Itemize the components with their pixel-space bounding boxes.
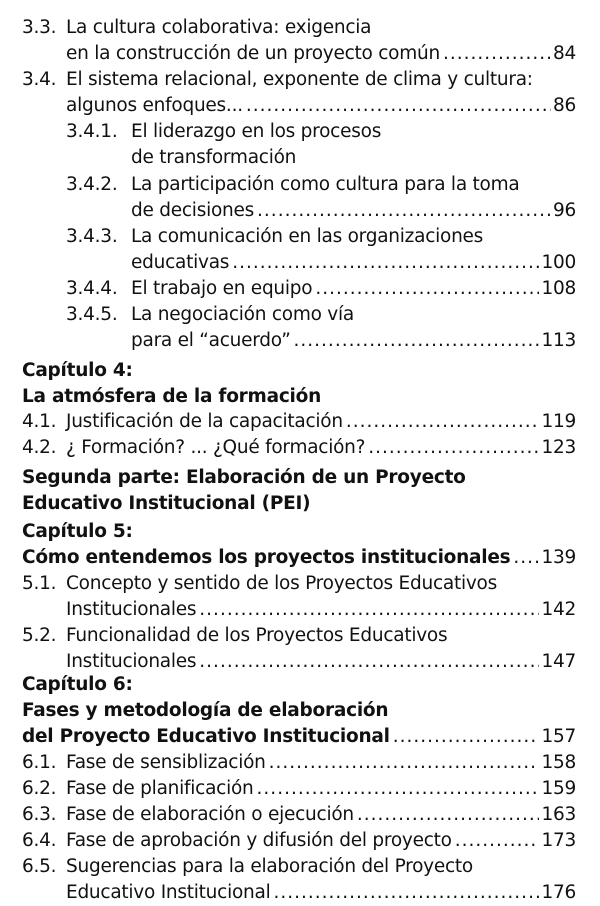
- toc-entry-line: [0, 750, 576, 776]
- toc-leader-row: [131, 328, 576, 354]
- dot-leader: [257, 198, 551, 224]
- section-title: Fase de sensiblización: [66, 752, 266, 773]
- toc-entry-line: [0, 435, 576, 461]
- toc-entry-line: [0, 145, 576, 171]
- toc-entry-line: [0, 880, 576, 906]
- chapter-title: [0, 724, 576, 750]
- toc-entry-line: [0, 623, 576, 649]
- toc-leader-row: [66, 750, 576, 776]
- part-title-text: Segunda parte: Elaboración de un Proyecto: [22, 467, 466, 488]
- section-number: 5.1.: [22, 573, 57, 594]
- toc-leader-row: [66, 802, 576, 828]
- toc-entry-line: [0, 302, 576, 328]
- dot-leader: [257, 776, 540, 802]
- page-number: 157: [541, 726, 576, 747]
- page-number: 142: [541, 599, 576, 620]
- page-number: 123: [541, 437, 576, 458]
- page-number: 100: [541, 252, 576, 273]
- dot-leader: [199, 597, 539, 623]
- dot-leader: [443, 41, 551, 67]
- page-number: 86: [552, 95, 576, 116]
- toc-leader-row: [66, 41, 576, 67]
- section-title: El sistema relacional, exponente de clima y cultura:: [66, 69, 533, 90]
- part-title-text-continued: Educativo Institucional (PEI): [22, 493, 311, 514]
- chapter-label: [0, 358, 576, 384]
- toc-entry-line: [0, 198, 576, 224]
- toc-entry-line: [0, 15, 576, 41]
- toc-entry-line: [0, 67, 576, 93]
- chapter-title: [0, 698, 576, 724]
- chapter-title-text: Fases y metodología de elaboración: [22, 700, 389, 721]
- dot-leader: [294, 328, 540, 354]
- toc-entry-line: [0, 41, 576, 67]
- toc-leader-row: [66, 828, 576, 854]
- section-title-continued: algunos enfoques...: [66, 95, 243, 116]
- section-title: Justificación de la capacitación: [66, 411, 343, 432]
- page-number: 163: [541, 804, 576, 825]
- section-number: 3.4.1.: [66, 121, 118, 142]
- dot-leader: [269, 750, 540, 776]
- page-number: 96: [552, 200, 576, 221]
- dot-leader: [393, 724, 540, 750]
- section-title-continued: de transformación: [131, 147, 297, 168]
- toc-entry-line: [0, 328, 576, 354]
- toc-leader-row: [131, 250, 576, 276]
- section-title: La comunicación en las organizaciones: [131, 226, 484, 247]
- page-number: 108: [541, 278, 576, 299]
- part-title: [0, 491, 576, 517]
- chapter-title-text: La atmósfera de la formación: [22, 386, 322, 407]
- chapter-title: [0, 384, 576, 410]
- section-title: El trabajo en equipo: [131, 278, 313, 299]
- section-number: 3.4.3.: [66, 226, 118, 247]
- section-title-continued: para el “acuerdo”: [131, 330, 291, 351]
- section-number: 4.2.: [22, 437, 57, 458]
- chapter-label-text: Capítulo 5:: [22, 521, 133, 542]
- section-title-continued: Institucionales: [66, 651, 197, 672]
- section-number: 3.4.: [22, 69, 57, 90]
- toc-leader-row: [131, 198, 576, 224]
- section-title: Funcionalidad de los Proyectos Educativos: [66, 625, 448, 646]
- section-number: 6.3.: [22, 804, 57, 825]
- toc-leader-row: [66, 597, 576, 623]
- section-title: La negociación como vía: [131, 304, 354, 325]
- page-number: 176: [541, 882, 576, 903]
- toc-entry-line: [0, 828, 576, 854]
- section-title: La participación como cultura para la toma: [131, 174, 520, 195]
- section-title-continued: educativas: [131, 252, 230, 273]
- chapter-title: [0, 545, 576, 571]
- toc-entry-line: [0, 854, 576, 880]
- toc-leader-row: [66, 776, 576, 802]
- toc-entry-line: [0, 597, 576, 623]
- toc-leader-row: [66, 409, 576, 435]
- section-number: 6.1.: [22, 752, 57, 773]
- section-title-continued: Educativo Institucional: [66, 882, 271, 903]
- toc-leader-row: [131, 276, 576, 302]
- page-number: 84: [552, 43, 576, 64]
- page-number: 147: [541, 651, 576, 672]
- toc-entry-line: [0, 276, 576, 302]
- dot-leader: [455, 828, 540, 854]
- toc-entry-line: [0, 250, 576, 276]
- page-number: 158: [541, 752, 576, 773]
- dot-leader: [513, 545, 539, 571]
- toc-entry-line: [0, 119, 576, 145]
- dot-leader: [246, 93, 551, 119]
- chapter-label: [0, 672, 576, 698]
- section-title: Fase de aprobación y difusión del proyecto: [66, 830, 452, 851]
- toc-leader-row: [66, 93, 576, 119]
- section-title: Fase de elaboración o ejecución: [66, 804, 354, 825]
- section-title-continued: de decisiones: [131, 200, 255, 221]
- toc-leader-row: [66, 880, 576, 906]
- toc-entry-line: [0, 571, 576, 597]
- toc-entry-line: [0, 172, 576, 198]
- section-number: 6.5.: [22, 856, 57, 877]
- dot-leader: [346, 409, 540, 435]
- page-number: 139: [541, 547, 576, 568]
- part-title: [0, 465, 576, 491]
- toc-leader-row: [22, 545, 576, 571]
- section-number: 6.4.: [22, 830, 57, 851]
- toc-entry-line: [0, 93, 576, 119]
- section-title: ¿ Formación? ... ¿Qué formación?: [66, 437, 366, 458]
- dot-leader: [273, 880, 539, 906]
- section-title-continued: Institucionales: [66, 599, 197, 620]
- section-number: 3.4.2.: [66, 174, 118, 195]
- chapter-title-text: Cómo entendemos los proyectos institucionales: [22, 547, 511, 568]
- section-number: 4.1.: [22, 411, 57, 432]
- dot-leader: [315, 276, 539, 302]
- page-number: 159: [541, 778, 576, 799]
- section-title: Sugerencias para la elaboración del Proyecto: [66, 856, 473, 877]
- toc-entry-line: [0, 409, 576, 435]
- chapter-label-text: Capítulo 6:: [22, 674, 133, 695]
- dot-leader: [357, 802, 540, 828]
- section-number: 6.2.: [22, 778, 57, 799]
- toc-entry-line: [0, 776, 576, 802]
- chapter-title-text-continued: del Proyecto Educativo Institucional: [22, 726, 390, 747]
- section-number: 3.4.4.: [66, 278, 118, 299]
- section-number: 3.3.: [22, 17, 57, 38]
- page-number: 113: [541, 330, 576, 351]
- section-number: 3.4.5.: [66, 304, 118, 325]
- section-number: 5.2.: [22, 625, 57, 646]
- dot-leader: [232, 250, 539, 276]
- dot-leader: [368, 435, 539, 461]
- chapter-label: [0, 519, 576, 545]
- toc-entry-line: [0, 802, 576, 828]
- page-number: 173: [541, 830, 576, 851]
- page-number: 119: [541, 411, 576, 432]
- section-title: El liderazgo en los procesos: [131, 121, 382, 142]
- section-title: La cultura colaborativa: exigencia: [66, 17, 372, 38]
- section-title-continued: en la construcción de un proyecto común: [66, 43, 440, 64]
- chapter-label-text: Capítulo 4:: [22, 360, 133, 381]
- toc-entry-line: [0, 224, 576, 250]
- section-title: Concepto y sentido de los Proyectos Educativos: [66, 573, 498, 594]
- toc-leader-row: [22, 724, 576, 750]
- section-title: Fase de planificación: [66, 778, 254, 799]
- toc-leader-row: [66, 435, 576, 461]
